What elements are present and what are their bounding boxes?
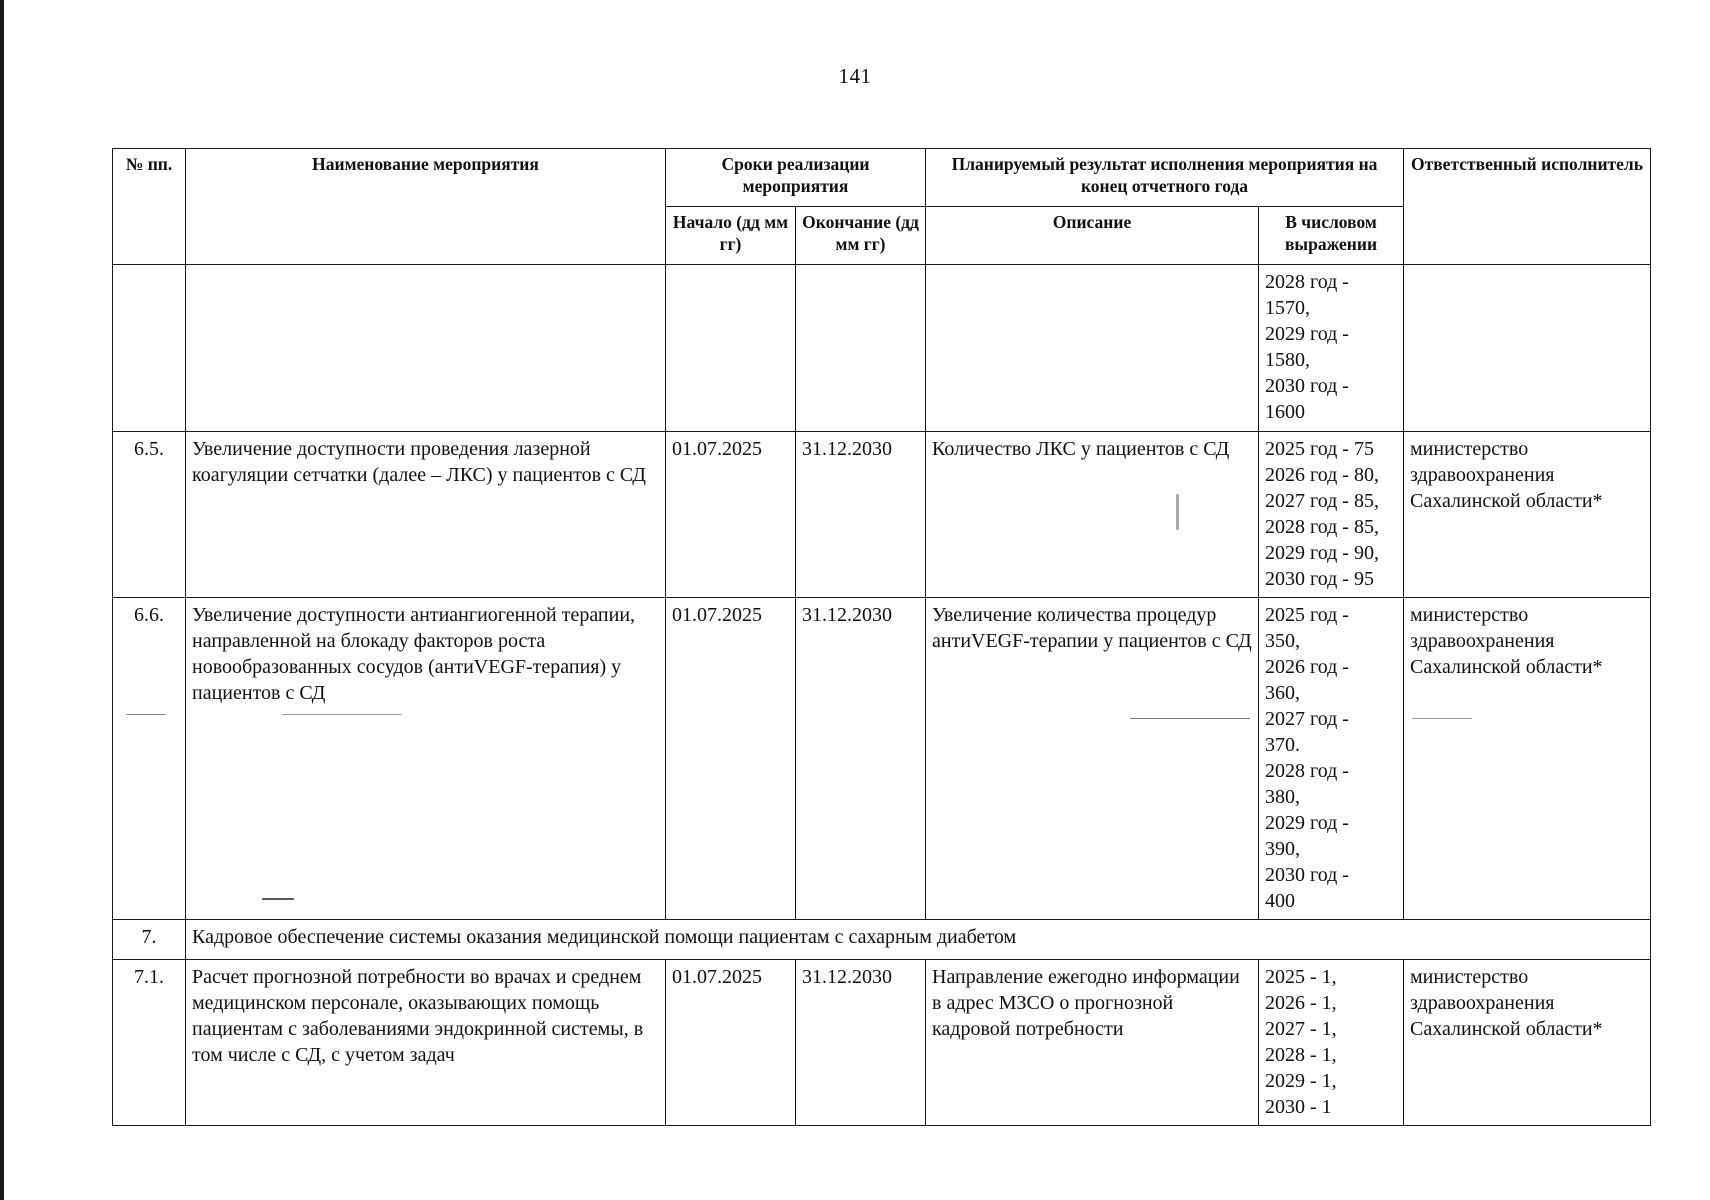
row-responsible: министерство здравоохранения Сахалинской области*: [1404, 432, 1651, 598]
value-line: 2030 - 1: [1265, 1096, 1332, 1118]
value-line: 2029 год - 90,: [1265, 542, 1379, 564]
row-description: Увеличение количества процедур антиVEGF-терапии у пациентов с СД: [926, 598, 1259, 920]
row-description: [926, 265, 1259, 432]
scan-speck: [1130, 718, 1250, 719]
header-row-top: [113, 149, 1651, 207]
value-line: 1570,: [1265, 297, 1310, 319]
row-name: [186, 265, 666, 432]
table-row: [113, 432, 1651, 598]
value-line: 350,: [1265, 630, 1300, 652]
value-line: 400: [1265, 890, 1295, 912]
scan-speck: [1412, 718, 1472, 719]
value-line: 390,: [1265, 838, 1300, 860]
row-values: [1259, 598, 1404, 920]
row-name: Расчет прогнозной потребности во врачах и среднем медицинском персонале, оказывающих помощь пациентам с заболеваниями эндокринной системы, в том числе с СД, с учетом задач: [186, 960, 666, 1126]
value-line: 380,: [1265, 786, 1300, 808]
value-line: 2030 год -: [1265, 864, 1349, 886]
table-row: [113, 960, 1651, 1126]
row-start: [666, 265, 796, 432]
value-line: 2025 год -: [1265, 604, 1349, 626]
header-name: Наименование мероприятия: [186, 149, 666, 265]
section-row: [113, 920, 1651, 960]
section-num: 7.: [113, 920, 186, 960]
value-line: 2029 год -: [1265, 812, 1349, 834]
value-line: 2028 год -: [1265, 760, 1349, 782]
scan-border: [0, 0, 4, 1200]
header-end: Окончание (дд мм гг): [796, 207, 926, 265]
row-end: 31.12.2030: [796, 598, 926, 920]
row-num: 6.6.: [113, 598, 186, 920]
value-line: 370.: [1265, 734, 1300, 756]
row-name: Увеличение доступности проведения лазерной коагуляции сетчатки (далее – ЛКС) у пациентов с СД: [186, 432, 666, 598]
row-description: Количество ЛКС у пациентов с СД: [926, 432, 1259, 598]
value-line: 2026 - 1,: [1265, 992, 1337, 1014]
row-num: [113, 265, 186, 432]
value-line: 2029 год -: [1265, 323, 1349, 345]
scan-speck: [262, 898, 294, 900]
header-description: Описание: [926, 207, 1259, 265]
row-description: Направление ежегодно информации в адрес МЗСО о прогнозной кадровой потребности: [926, 960, 1259, 1126]
row-start: 01.07.2025: [666, 960, 796, 1126]
header-numeric: В числовом выражении: [1259, 207, 1404, 265]
header-start: Начало (дд мм гг): [666, 207, 796, 265]
value-line: 2025 - 1,: [1265, 966, 1337, 988]
row-num: 6.5.: [113, 432, 186, 598]
header-result: Планируемый результат исполнения мероприятия на конец отчетного года: [926, 149, 1404, 207]
row-values: [1259, 265, 1404, 432]
row-num: 7.1.: [113, 960, 186, 1126]
row-start: 01.07.2025: [666, 432, 796, 598]
scan-speck: [1176, 494, 1179, 530]
row-values: [1259, 432, 1404, 598]
value-line: 2025 год - 75: [1265, 438, 1374, 460]
value-line: 2029 - 1,: [1265, 1070, 1337, 1092]
row-responsible: министерство здравоохранения Сахалинской области*: [1404, 598, 1651, 920]
row-values: [1259, 960, 1404, 1126]
value-line: 2026 год - 80,: [1265, 464, 1379, 486]
value-line: 2028 - 1,: [1265, 1044, 1337, 1066]
table-row: [113, 265, 1651, 432]
value-line: 2026 год -: [1265, 656, 1349, 678]
value-line: 2030 год - 95: [1265, 568, 1374, 590]
row-end: 31.12.2030: [796, 432, 926, 598]
value-line: 2027 год -: [1265, 708, 1349, 730]
header-num: № пп.: [113, 149, 186, 265]
row-name: Увеличение доступности антиангиогенной терапии, направленной на блокаду факторов роста новообразованных сосудов (антиVEGF-терапия) у пациентов с СД: [186, 598, 666, 920]
value-line: 360,: [1265, 682, 1300, 704]
header-responsible: Ответственный исполнитель: [1404, 149, 1651, 265]
section-title: Кадровое обеспечение системы оказания медицинской помощи пациентам с сахарным диабетом: [186, 920, 1651, 960]
value-line: 2027 год - 85,: [1265, 490, 1379, 512]
row-responsible: [1404, 265, 1651, 432]
value-line: 2028 год - 85,: [1265, 516, 1379, 538]
row-end: [796, 265, 926, 432]
measures-table: [112, 148, 1651, 1126]
scan-speck: [126, 714, 166, 715]
header-terms: Сроки реализации мероприятия: [666, 149, 926, 207]
value-line: 2030 год -: [1265, 375, 1349, 397]
table-row: [113, 598, 1651, 920]
row-start: 01.07.2025: [666, 598, 796, 920]
value-line: 1580,: [1265, 349, 1310, 371]
value-line: 2028 год -: [1265, 271, 1349, 293]
value-line: 2027 - 1,: [1265, 1018, 1337, 1040]
row-responsible: министерство здравоохранения Сахалинской области*: [1404, 960, 1651, 1126]
value-line: 1600: [1265, 401, 1305, 423]
scan-speck: [282, 714, 402, 715]
row-end: 31.12.2030: [796, 960, 926, 1126]
page-number: 141: [838, 64, 872, 88]
